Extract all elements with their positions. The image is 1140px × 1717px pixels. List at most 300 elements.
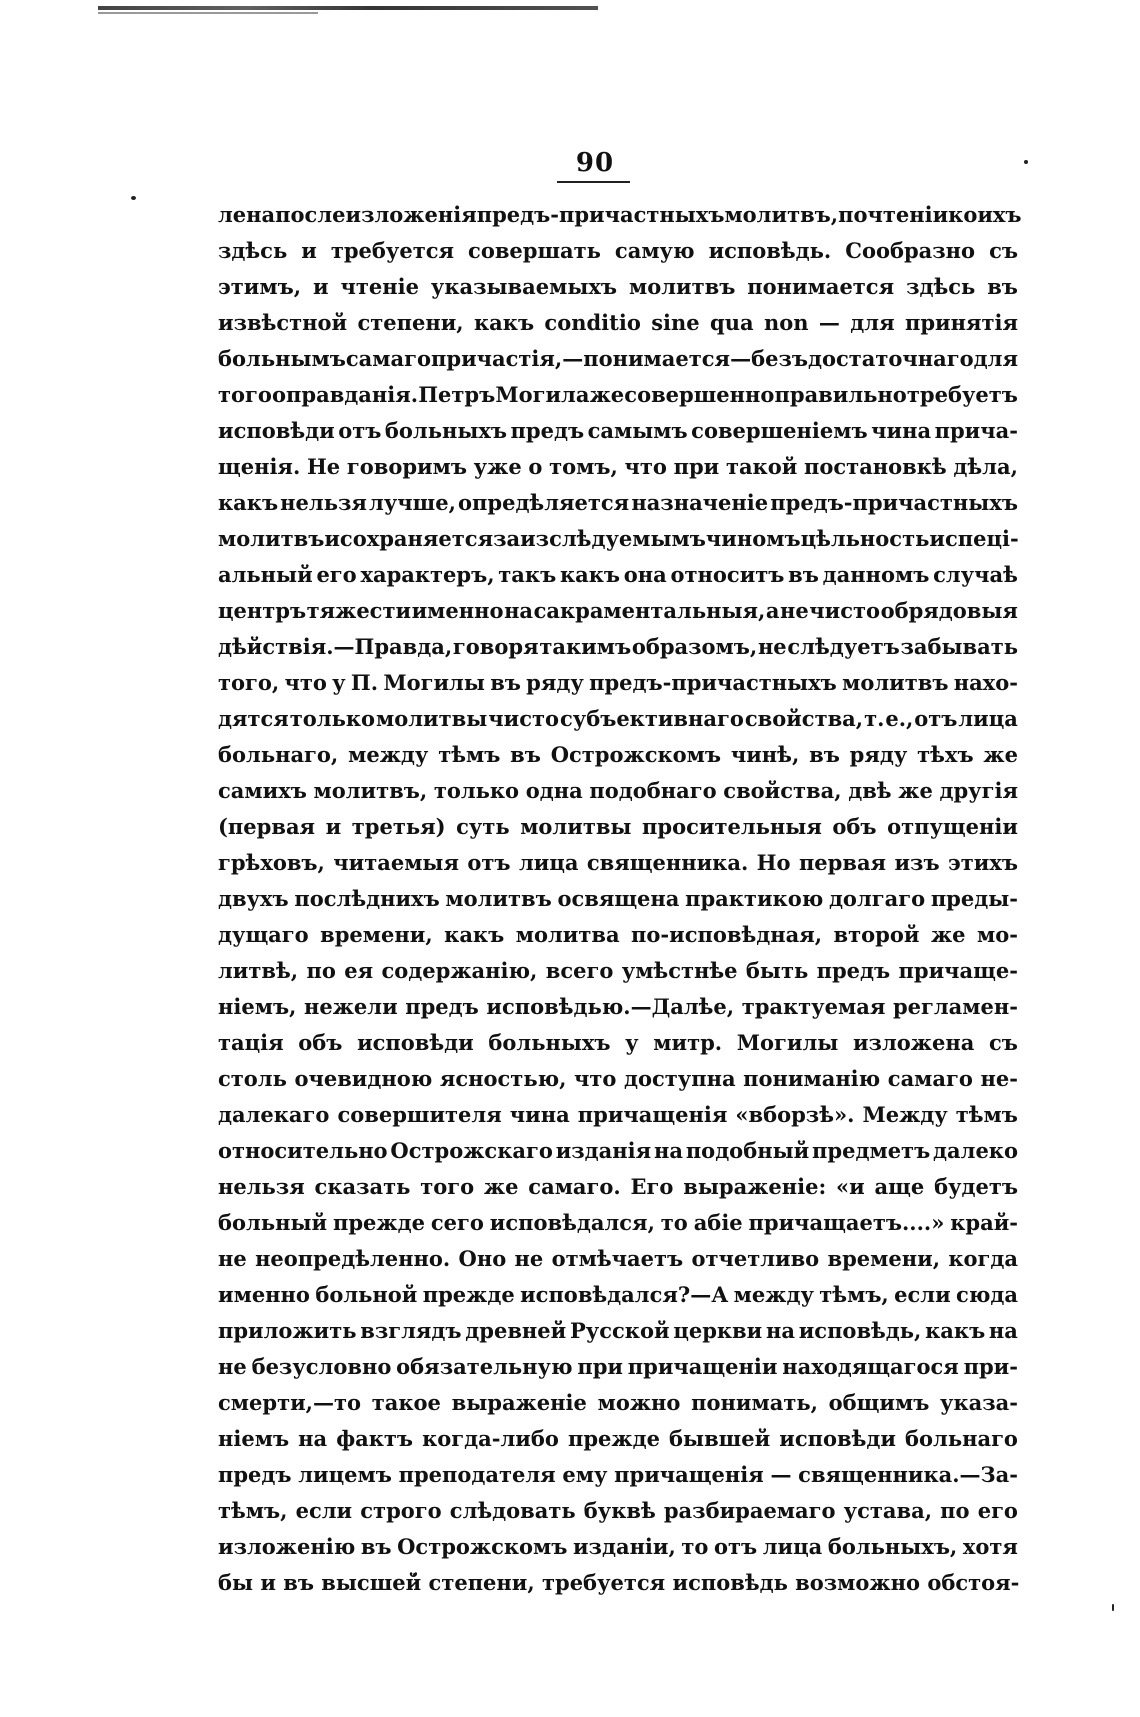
- word: отпущеніи: [887, 814, 1018, 839]
- word: суть: [456, 814, 510, 839]
- text-line: [218, 1097, 1018, 1133]
- text-line: [218, 1061, 1018, 1097]
- word: грѣховъ,: [218, 850, 325, 875]
- text-line: [218, 377, 1018, 413]
- word: не: [514, 1246, 544, 1271]
- word: самаго: [345, 346, 431, 371]
- word: спеці-: [944, 526, 1019, 551]
- word: причаще-: [898, 958, 1018, 983]
- word: неопредѣленно.: [255, 1246, 451, 1271]
- word: молитвъ: [218, 526, 325, 551]
- word: предъ: [218, 1462, 292, 1487]
- word: будетъ: [934, 1174, 1018, 1199]
- word: самаго.: [528, 1174, 621, 1199]
- word: Острожскаго: [390, 1138, 553, 1163]
- text-line: [218, 485, 1018, 521]
- text-line: [218, 1385, 1018, 1421]
- word: изложенія: [345, 202, 477, 227]
- word: всего: [545, 958, 614, 983]
- word: у: [332, 670, 346, 695]
- word: другія: [939, 778, 1018, 803]
- word: буквѣ: [583, 1498, 656, 1523]
- word: для: [973, 346, 1018, 371]
- word: назначеніе: [631, 490, 769, 515]
- word: послѣднихъ: [294, 886, 440, 911]
- word: исповѣдь,: [798, 1318, 922, 1343]
- word: изложена: [852, 1030, 975, 1055]
- word: степени,: [428, 1570, 535, 1595]
- text-line: [218, 269, 1018, 305]
- text-line: [218, 1133, 1018, 1169]
- word: находящагося: [782, 1354, 959, 1379]
- word: можно: [597, 1390, 681, 1415]
- word: доступна: [623, 1066, 736, 1091]
- word: преды-: [930, 886, 1018, 911]
- word: совершенно: [624, 382, 775, 407]
- word: Сообразно: [845, 238, 976, 263]
- word: исповѣди: [779, 1426, 896, 1451]
- text-line: [218, 809, 1018, 845]
- word: преподателя: [398, 1462, 556, 1487]
- text-line: [218, 1457, 1018, 1493]
- text-line: [218, 629, 1018, 665]
- word: въ: [360, 1534, 392, 1559]
- word: самую: [614, 238, 695, 263]
- word: приложить: [218, 1318, 357, 1343]
- word: абіе: [693, 1210, 743, 1235]
- word: сюда: [956, 1282, 1018, 1307]
- word: больныхъ: [488, 1030, 611, 1055]
- word: исповѣдь.: [708, 238, 832, 263]
- word: священника.: [586, 850, 749, 875]
- word: оправданія.: [272, 382, 419, 407]
- text-line: [218, 593, 1018, 629]
- word: требуетъ: [906, 382, 1018, 407]
- word: conditio: [544, 310, 641, 335]
- word: молитвъ,: [724, 202, 839, 227]
- word: извѣстной: [218, 310, 348, 335]
- word: столь: [218, 1066, 287, 1091]
- word: не: [218, 1354, 247, 1379]
- word: требуется: [542, 1570, 666, 1595]
- word: его: [316, 562, 357, 587]
- word: правильно: [774, 382, 907, 407]
- word: ему: [562, 1462, 608, 1487]
- word: больнаго,: [218, 742, 339, 767]
- text-line: [218, 953, 1018, 989]
- word: исповѣдь: [672, 1570, 788, 1595]
- word: тѣмъ,: [218, 1498, 288, 1523]
- word: молитвы: [376, 706, 488, 731]
- speck-dot: [131, 196, 136, 200]
- word: отъ: [714, 1534, 758, 1559]
- word: взглядъ: [360, 1318, 462, 1343]
- word: ряду: [849, 742, 908, 767]
- word: обрядовыя: [880, 598, 1018, 623]
- word: освящена: [557, 886, 680, 911]
- word: qua: [710, 310, 754, 335]
- word: съ: [988, 1030, 1018, 1055]
- word: больныхъ: [384, 418, 507, 443]
- word: одна: [525, 778, 583, 803]
- word: какъ: [444, 922, 505, 947]
- word: щенія.: [218, 454, 301, 479]
- word: что: [574, 1066, 617, 1091]
- word: двухъ: [218, 886, 289, 911]
- word: ніемъ: [218, 1426, 290, 1451]
- word: же: [483, 1174, 519, 1199]
- word: того,: [218, 670, 280, 695]
- word: бывшей: [669, 1426, 771, 1451]
- word: тяжести: [306, 598, 412, 623]
- word: высшей: [321, 1570, 422, 1595]
- word: тація: [218, 1030, 284, 1055]
- word: обстоя-: [927, 1570, 1020, 1595]
- word: по: [940, 1498, 970, 1523]
- word: томъ,: [549, 454, 618, 479]
- speck-dot: [1112, 1604, 1114, 1611]
- word: же: [589, 382, 625, 407]
- text-line: [218, 449, 1018, 485]
- word: второй: [833, 922, 920, 947]
- word: хотя: [962, 1534, 1018, 1559]
- word: двѣ: [848, 778, 892, 803]
- word: митр.: [653, 1030, 723, 1055]
- text-line: [218, 1025, 1018, 1061]
- word: лена: [218, 202, 276, 227]
- text-line: [218, 1529, 1018, 1565]
- word: самихъ: [218, 778, 307, 803]
- word: дѣйствія.—Правда,: [218, 634, 453, 659]
- word: именно: [411, 598, 504, 623]
- word: исповѣдался,: [489, 1210, 655, 1235]
- word: Могила: [495, 382, 590, 407]
- word: причащаетъ....»: [748, 1210, 945, 1235]
- word: предметъ: [812, 1138, 931, 1163]
- word: дѣла,: [953, 454, 1018, 479]
- text-line: [218, 521, 1018, 557]
- text-line: [218, 1421, 1018, 1457]
- word: она: [623, 562, 667, 587]
- word: между: [733, 1282, 814, 1307]
- word: сакраментальныя,: [533, 598, 766, 623]
- word: первая: [798, 850, 887, 875]
- word: при: [577, 1354, 623, 1379]
- word: требуется: [330, 238, 455, 263]
- word: какъ: [218, 490, 279, 515]
- word: Острожскомъ: [550, 742, 722, 767]
- word: Оно: [458, 1246, 507, 1271]
- word: отмѣчаетъ: [551, 1246, 684, 1271]
- word: о: [528, 454, 543, 479]
- word: чтеніе: [340, 274, 419, 299]
- word: разбираемаго: [663, 1498, 836, 1523]
- word: прежде: [567, 1426, 660, 1451]
- word: чисто: [488, 706, 560, 731]
- word: Не: [306, 454, 341, 479]
- word: альный: [218, 562, 313, 587]
- word: случаѣ: [933, 562, 1018, 587]
- word: отъ: [338, 418, 382, 443]
- word: умѣстнѣе: [621, 958, 738, 983]
- word: принятія: [904, 310, 1018, 335]
- word: причащенія: [577, 1102, 728, 1127]
- word: при: [673, 454, 720, 479]
- word: забывать: [900, 634, 1018, 659]
- word: въ: [283, 1570, 314, 1595]
- text-line: [218, 1205, 1018, 1241]
- word: и: [324, 526, 340, 551]
- word: Петръ: [418, 382, 496, 407]
- word: устава,: [843, 1498, 933, 1523]
- word: то: [660, 1210, 688, 1235]
- word: понимается: [747, 274, 895, 299]
- word: молитвы: [520, 814, 632, 839]
- word: не: [780, 598, 809, 623]
- word: и: [301, 238, 317, 263]
- word: нахо-: [953, 670, 1018, 695]
- word: и: [260, 1570, 276, 1595]
- word: что: [284, 670, 327, 695]
- page-number: 90: [575, 148, 615, 178]
- word: какъ: [925, 1318, 986, 1343]
- word: совершеніемъ: [691, 418, 868, 443]
- word: причащенія: [614, 1462, 764, 1487]
- word: прича-: [934, 418, 1018, 443]
- word: лучше,: [369, 490, 456, 515]
- word: сохраняется: [339, 526, 494, 551]
- word: предъ: [405, 994, 479, 1019]
- word: тѣхъ: [917, 742, 974, 767]
- word: больной: [315, 1282, 418, 1307]
- text-line: [218, 1241, 1018, 1277]
- word: образомъ,: [631, 634, 758, 659]
- word: изложенію: [218, 1534, 356, 1559]
- word: этихъ: [947, 850, 1018, 875]
- word: если: [894, 1282, 951, 1307]
- word: больныхъ,: [827, 1534, 958, 1559]
- word: отъ: [467, 850, 511, 875]
- word: какъ: [559, 562, 620, 587]
- word: (первая: [218, 814, 316, 839]
- word: указа-: [940, 1390, 1018, 1415]
- word: на: [298, 1426, 328, 1451]
- word: исповѣдался?—А: [520, 1282, 729, 1307]
- word: отчетливо: [691, 1246, 820, 1271]
- word: смерти,—то: [218, 1390, 361, 1415]
- body-text: [218, 197, 1022, 1601]
- word: возможно: [795, 1570, 921, 1595]
- word: предъ: [510, 418, 585, 443]
- word: церкви: [673, 1318, 763, 1343]
- word: чисто: [809, 598, 881, 623]
- word: нельзя: [218, 1174, 305, 1199]
- word: же: [983, 742, 1018, 767]
- word: этимъ,: [218, 274, 302, 299]
- word: лица: [518, 850, 579, 875]
- word: опредѣляется: [458, 490, 630, 515]
- word: дущаго: [218, 922, 309, 947]
- word: фактъ: [336, 1426, 414, 1451]
- word: коихъ: [948, 202, 1022, 227]
- text-line: [218, 917, 1018, 953]
- word: регламен-: [892, 994, 1018, 1019]
- page-number-rule: [557, 181, 630, 183]
- word: —: [818, 310, 840, 335]
- text-line: [218, 1169, 1018, 1205]
- word: выраженіе:: [683, 1174, 827, 1199]
- word: больнымъ: [218, 346, 346, 371]
- word: отъ: [914, 706, 958, 731]
- word: молитвъ: [842, 670, 949, 695]
- word: относитъ: [670, 562, 785, 587]
- word: пониманію: [743, 1066, 881, 1091]
- word: обязательную: [396, 1354, 573, 1379]
- word: самаго: [887, 1066, 973, 1091]
- word: прежде: [332, 1210, 425, 1235]
- text-line: [218, 1565, 1018, 1601]
- word: литвѣ,: [218, 958, 299, 983]
- text-line: [218, 305, 1018, 341]
- word: ясностью,: [439, 1066, 567, 1091]
- word: Могилы: [736, 1030, 839, 1055]
- word: дятся: [218, 706, 289, 731]
- word: его: [977, 1498, 1018, 1523]
- word: Могилы: [383, 670, 485, 695]
- word: ея: [344, 958, 374, 983]
- word: постановкѣ: [804, 454, 947, 479]
- word: тѣмъ,: [819, 1282, 889, 1307]
- text-line: [218, 1493, 1018, 1529]
- word: безусловно: [251, 1354, 392, 1379]
- word: для: [850, 310, 895, 335]
- word: такое: [371, 1390, 441, 1415]
- word: самымъ: [587, 418, 688, 443]
- word: Русской: [570, 1318, 670, 1343]
- word: свойства,: [744, 706, 864, 731]
- word: чина: [509, 1102, 570, 1127]
- word: молитва: [515, 922, 620, 947]
- word: чина: [871, 418, 932, 443]
- word: же: [898, 778, 933, 803]
- word: sine: [651, 310, 700, 335]
- word: быть: [745, 958, 809, 983]
- scan-edge-mark: [98, 6, 598, 10]
- word: и: [929, 526, 945, 551]
- word: исповѣди: [357, 1030, 474, 1055]
- word: причастія,—понимается—безъ: [431, 346, 808, 371]
- word: предъ: [816, 958, 891, 983]
- word: если: [295, 1498, 353, 1523]
- word: и: [325, 814, 342, 839]
- word: по-исповѣдная,: [631, 922, 823, 947]
- text-line: [218, 737, 1018, 773]
- word: трактуемая: [741, 994, 886, 1019]
- word: практикою: [685, 886, 824, 911]
- word: степени,: [357, 310, 464, 335]
- word: данномъ: [822, 562, 930, 587]
- word: совершать: [468, 238, 601, 263]
- text-line: [218, 881, 1018, 917]
- word: времени,: [827, 1246, 941, 1271]
- word: совершителя: [337, 1102, 502, 1127]
- word: уже: [473, 454, 522, 479]
- word: времени,: [320, 922, 433, 947]
- word: здѣсь: [906, 274, 976, 299]
- word: нежели: [303, 994, 398, 1019]
- word: относительно: [218, 1138, 388, 1163]
- word: же: [930, 922, 966, 947]
- word: третья): [351, 814, 446, 839]
- word: после: [275, 202, 346, 227]
- word: бы: [218, 1570, 254, 1595]
- word: просительныя: [642, 814, 822, 839]
- word: молитвъ,: [313, 778, 428, 803]
- word: объ: [832, 814, 877, 839]
- word: въ: [809, 742, 840, 767]
- word: какъ: [474, 310, 535, 335]
- word: на: [988, 1318, 1018, 1343]
- word: цѣльность: [800, 526, 930, 551]
- word: причащеніи: [627, 1354, 778, 1379]
- word: чинѣ,: [730, 742, 800, 767]
- word: Между: [862, 1102, 948, 1127]
- word: подобный: [685, 1138, 810, 1163]
- word: «вборзѣ».: [735, 1102, 855, 1127]
- word: изданія: [555, 1138, 652, 1163]
- word: предъ-причастныхъ: [476, 202, 725, 227]
- word: такимъ: [539, 634, 632, 659]
- word: по: [306, 958, 336, 983]
- word: не-: [980, 1066, 1018, 1091]
- speck-dot: [1024, 160, 1028, 164]
- word: предъ-причастныхъ: [589, 670, 837, 695]
- word: изслѣдуемымъ: [520, 526, 706, 551]
- word: содержанію,: [381, 958, 538, 983]
- word: на: [504, 598, 534, 623]
- word: сего: [430, 1210, 484, 1235]
- text-line: [218, 773, 1018, 809]
- word: изданіи,: [572, 1534, 676, 1559]
- word: сказать: [314, 1174, 411, 1199]
- word: non: [763, 310, 809, 335]
- word: достаточнаго: [807, 346, 974, 371]
- word: именно: [218, 1282, 310, 1307]
- word: центръ: [218, 598, 307, 623]
- word: исповѣдью.—Далѣе,: [486, 994, 735, 1019]
- word: указываемыхъ: [430, 274, 618, 299]
- word: чиномъ: [705, 526, 801, 551]
- word: въ: [788, 562, 819, 587]
- word: священника.—За-: [798, 1462, 1018, 1487]
- word: такъ: [498, 562, 557, 587]
- word: древней: [465, 1318, 567, 1343]
- word: предъ-причастныхъ: [770, 490, 1018, 515]
- word: лицемъ: [298, 1462, 392, 1487]
- word: исповѣди: [218, 418, 335, 443]
- word: аще: [874, 1174, 925, 1199]
- word: чтеніи: [867, 202, 949, 227]
- text-line: [218, 845, 1018, 881]
- word: читаемыя: [333, 850, 459, 875]
- word: «и: [836, 1174, 865, 1199]
- text-line: [218, 341, 1018, 377]
- word: а: [765, 598, 780, 623]
- word: въ: [987, 274, 1018, 299]
- word: въ: [490, 670, 521, 695]
- word: понимать,: [691, 1390, 818, 1415]
- word: Но: [756, 850, 791, 875]
